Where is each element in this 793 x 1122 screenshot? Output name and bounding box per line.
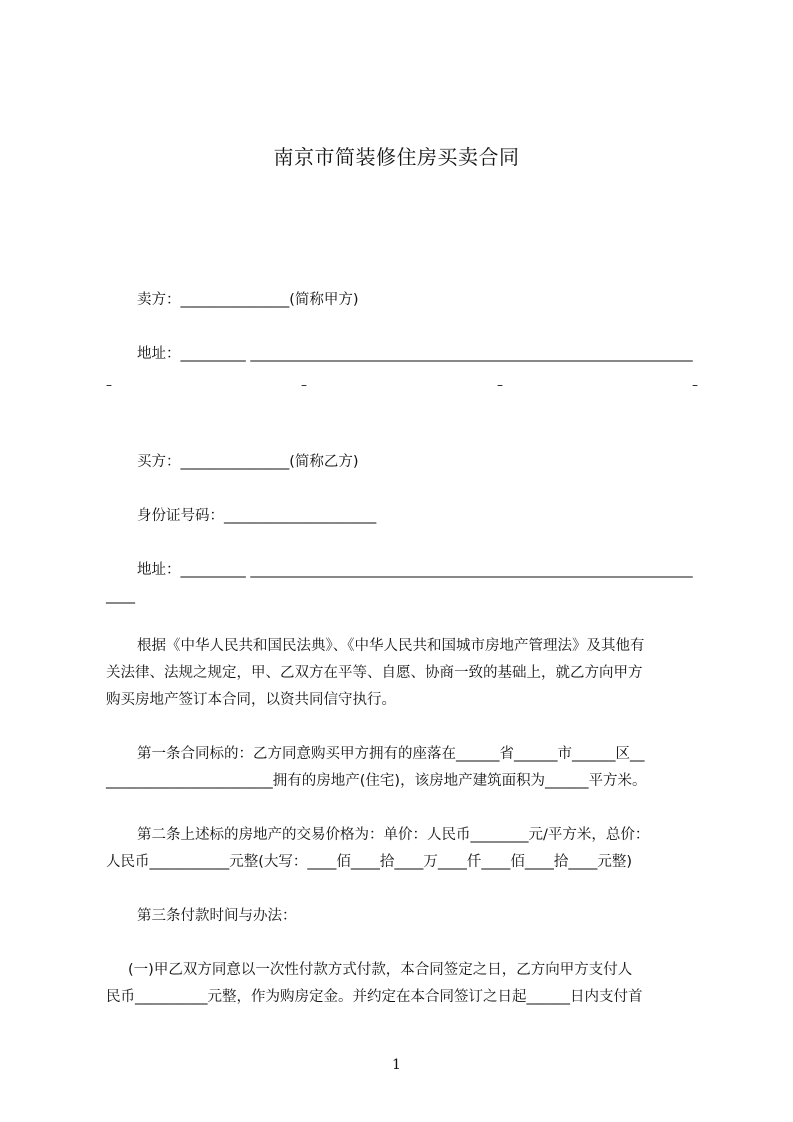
page-number: 1: [392, 1057, 401, 1073]
id-number-line: [137, 507, 376, 525]
buyer-label: 买方：: [137, 454, 181, 470]
article3-item1-line-2: 民币__________元整，作为购房定金。并约定在本合同签订之日起______日内支付首: [106, 989, 643, 1005]
id-number-blank: _____________________: [224, 508, 377, 524]
seller-address-dash-1: –: [106, 378, 112, 392]
article1-line-2: _______________________拥有的房地产(住宅)，该房地产建筑面积为______平方米。: [106, 773, 647, 789]
seller-address-label: 地址：: [137, 346, 181, 362]
article2-line-1: 第二条上述标的房地产的交易价格为：单价：人民币________元/平方米，总价：: [137, 827, 650, 843]
preamble-line-1: 根据《中华人民共和国民法典》、《中华人民共和国城市房地产管理法》及其他有: [137, 638, 645, 654]
article3-title: 第三条付款时间与办法：: [137, 908, 297, 924]
buyer-address-continuation: ____: [106, 588, 135, 604]
seller-suffix: (简称甲方): [289, 292, 359, 308]
seller-address-dash-4: –: [692, 378, 698, 392]
article2-line-2: 人民币___________元整(大写：____佰____拾____万____仟____佰____拾____元整): [106, 854, 633, 870]
seller-address-dash-2: –: [301, 378, 307, 392]
buyer-blank: _______________: [180, 454, 290, 470]
seller-line: [137, 291, 359, 309]
buyer-address-line: [137, 561, 703, 579]
article3-item1-line-1: (一)甲乙双方同意以一次性付款方式付款，本合同签定之日，乙方向甲方支付人: [128, 962, 633, 978]
buyer-address-label: 地址：: [137, 562, 181, 578]
seller-address-blank: _________ _____________________________________________________________: [180, 346, 693, 362]
seller-address-dash-3: –: [497, 378, 503, 392]
preamble-line-3: 购买房地产签订本合同，以资共同信守执行。: [106, 692, 396, 708]
buyer-address-blank: _________ _____________________________________________________________: [180, 562, 693, 578]
buyer-line: [137, 453, 359, 471]
seller-label: 卖方：: [137, 292, 181, 308]
contract-title: 南京市简装修住房买卖合同: [273, 145, 520, 169]
seller-address-line: [137, 345, 703, 363]
article1-line-1: 第一条合同标的：乙方同意购买甲方拥有的座落在______省______市______区__: [137, 746, 645, 762]
seller-blank: _______________: [180, 292, 290, 308]
preamble-line-2: 关法律、法规之规定，甲、乙双方在平等、自愿、协商一致的基础上，就乙方向甲方: [106, 665, 643, 681]
id-number-label: 身份证号码：: [137, 508, 224, 524]
buyer-suffix: (简称乙方): [289, 454, 359, 470]
